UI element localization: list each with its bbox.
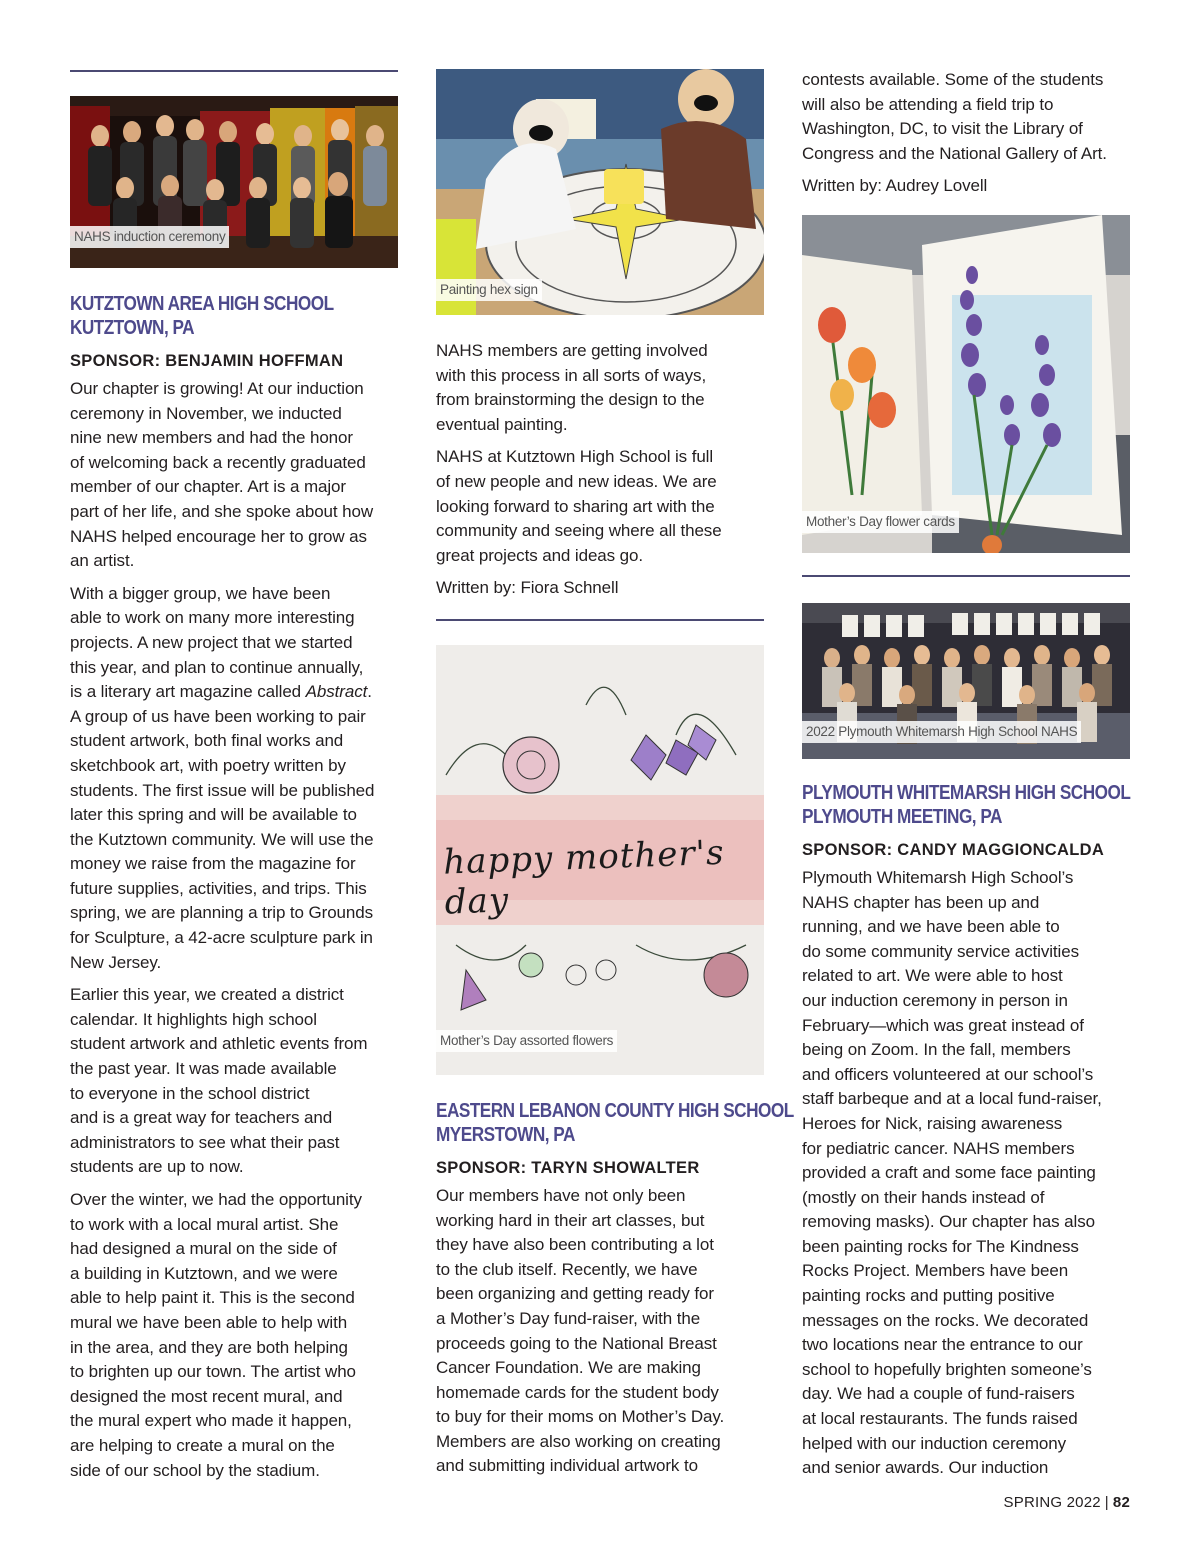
photo-caption: Mother’s Day assorted flowers [436,1030,617,1052]
paragraph: Earlier this year, we created a district calendar. It highlights high school student artwork and athletic events from the past year. It was made available to everyone in the school district and is a great way for teachers and administrators to see what their past students are up to now. [70,985,368,1177]
section-divider [436,619,764,621]
magazine-title: Abstract [305,682,368,702]
paragraph: Our members have not only been working hard in their art classes, but they have also been contributing a lot to the club itself. Recently, we have been organizing and getting ready for a Mother’s Day fund-raiser, with the proceeds going to the National Breast Cancer Foundation. We are making homemade cards for the student body to buy for their moms on Mother’s Day. Members are also working on creating and submitting individual artwork to [436,1185,725,1476]
paragraph: Plymouth Whitemarsh High School’s NAHS chapter has been up and running, and we have been able to do some community service activities related to art. We were able to host our induction ceremony in person in February—which was great instead of being on Zoom. In the fall, members and officers volunteered at our school’s staff barbeque and at a local fund-raiser, Heroes for Nick, raising awareness for pediatric cancer. NAHS members provided a craft and some face painting (mostly on their hands instead of removing masks). Our chapter has also been painting rocks for The Kindness Rocks Project. Members have been painting rocks and putting positive messages on the rocks. We decorated two locations near the entrance to our school to hopefully brighten someone’s day. We had a couple of fund-raisers at local restaurants. The funds raised helped with our induction ceremony and senior awards. Our induction [802,867,1102,1478]
photo-caption: Painting hex sign [436,279,542,301]
column-1 [70,62,398,1491]
page-footer [1004,1494,1130,1511]
sponsor-name: SPONSOR: TARYN SHOWALTER [436,1158,700,1177]
flower-cards-image [802,215,1130,553]
school-heading [436,1099,794,1147]
school-location: KUTZTOWN, PA [70,317,195,339]
hex-sign-photo [436,69,764,315]
paragraph: NAHS at Kutztown High School is full of new people and new ideas. We are looking forward to sharing art with the community and seeing where all these great projects and ideas go. [436,447,722,565]
school-heading [70,292,398,340]
school-name: KUTZTOWN AREA HIGH SCHOOL [70,293,334,315]
school-heading [802,781,1130,829]
page-number: 82 [1112,1494,1130,1511]
flower-cards-photo [802,215,1130,553]
sponsor-name: SPONSOR: CANDY MAGGIONCALDA [802,840,1105,859]
school-name: EASTERN LEBANON COUNTY HIGH SCHOOL [436,1099,794,1122]
induction-ceremony-photo [70,96,398,268]
author-credit: Written by: Audrey Lovell [802,176,988,196]
photo-caption: 2022 Plymouth Whitemarsh High School NAHS [802,721,1081,743]
card-handwriting: happy mother's day [442,832,726,923]
column-2 [436,62,794,1487]
school-location: PLYMOUTH MEETING, PA [802,805,1002,828]
author-credit: Written by: Fiora Schnell [436,578,619,598]
paragraph: NAHS members are getting involved with this process in all sorts of ways, from brainstorming the design to the eventual painting. [436,341,708,434]
photo-caption: Mother’s Day flower cards [802,511,959,533]
sponsor-name: SPONSOR: BENJAMIN HOFFMAN [70,352,344,370]
paragraph: With a bigger group, we have been able to work on many more interesting projects. A new project that we started this year, and plan to continue annually, is a literary art magazine called Abstract. A group of us have been working to pair student artwork, both final works and sketchbook art, with poetry written by students. The first issue will be published later this spring and will be available to the Kutztown community. We will use the money we raise from the magazine for future supplies, activities, and trips. This spring, we are planning a trip to Grounds for Sculpture, a 42-acre sculpture park in New Jersey. [70,583,375,972]
mothers-day-card-photo [436,645,764,1075]
paragraph: Over the winter, we had the opportunity to work with a local mural artist. She had designed a mural on the side of a building in Kutztown, and we were able to help paint it. This is the second mural we have been able to help with in the area, and they are both helping to brighten up our town. The artist who designed the most recent mural, and the mural expert who made it happen, are helping to create a mural on the side of our school by the stadium. [70,1190,362,1480]
section-divider [70,70,398,72]
photo-caption: NAHS induction ceremony [70,226,229,248]
paragraph: Our chapter is growing! At our induction ceremony in November, we inducted nine new members and had the honor of welcoming back a recently graduated member of our chapter. Art is a major part of her life, and she spoke about how NAHS helped encourage her to grow as an artist. [70,379,374,571]
issue-label: SPRING 2022 [1003,1494,1101,1511]
column-3 [802,62,1130,1489]
section-divider [802,575,1130,577]
group-photo [802,603,1130,759]
paragraph: contests available. Some of the students will also be attending a field trip to Washington, DC, to visit the Library of Congress and the National Gallery of Art. [802,70,1107,163]
school-name: PLYMOUTH WHITEMARSH HIGH SCHOOL [802,781,1131,804]
footer-separator: | [1104,1494,1109,1511]
school-location: MYERSTOWN, PA [436,1123,575,1146]
